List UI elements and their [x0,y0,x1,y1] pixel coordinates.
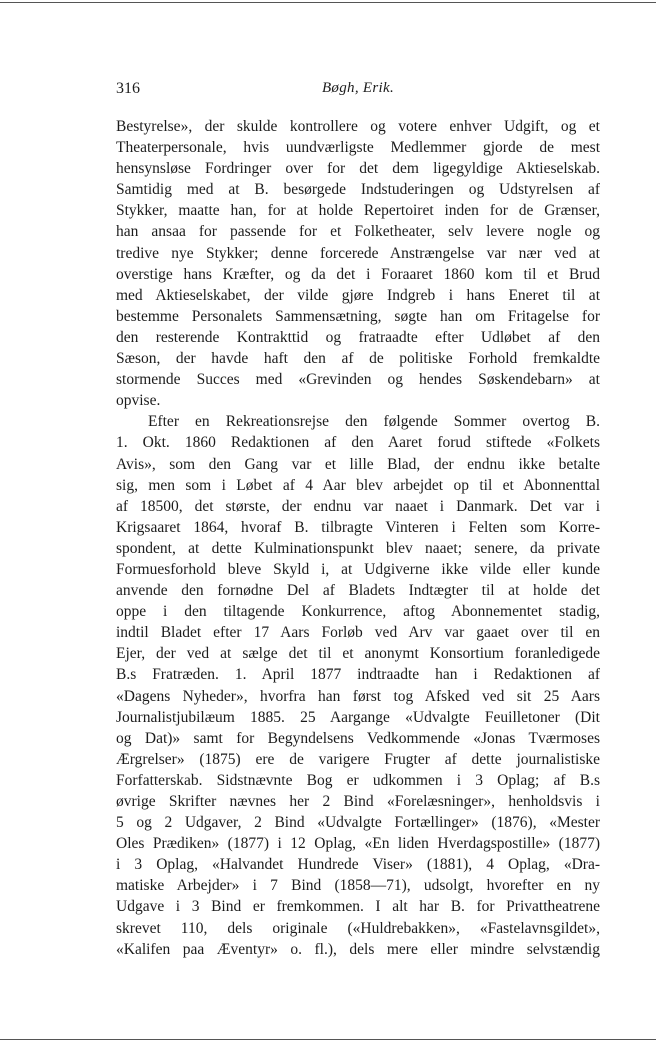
text-line: 1. Okt. 1860 Redaktionen af den Aaret forud stiftede «Folkets [116,434,600,452]
text-line: Ærgrelser» (1875) ere de varigere Frugter af dette journalistiske [116,750,600,768]
text-line: han ansaa for passende for et Folketheater, selv levere nogle og [116,223,600,241]
text-line: Samtidig med at B. besørgede Indstuderingen og Udstyrelsen af [116,181,600,199]
text-line: matiske Arbejder» i 7 Bind (1858—71), udsolgt, hvorefter en ny [116,877,600,895]
text-line: den resterende Kontrakttid og fratraadte efter Udløbet af den [116,328,600,346]
text-line: hensynsløse Fordringer over for det dem ligegyldige Aktieselskab. [116,160,600,178]
text-line: opvise. [116,392,161,410]
text-line: og Dat)» samt for Begyndelsens Vedkommende «Jonas Tværmoses [116,729,600,747]
text-line: Krigsaaret 1864, hvoraf B. tilbragte Vinteren i Felten som Korre- [116,518,600,536]
text-line: bestemme Personalets Sammensætning, søgte han om Fritagelse for [116,307,600,325]
page-number: 316 [116,80,140,97]
text-line: indtil Bladet efter 17 Aars Forløb ved Arv var gaaet over til en [116,624,600,642]
text-line: tredive nye Stykker; denne forcerede Anstrængelse var nær ved at [116,244,600,262]
text-line: Theaterpersonale, hvis uundværligste Medlemmer gjorde de mest [116,139,600,157]
text-line: anvende den fornødne Del af Bladets Indtægter til at holde det [116,582,600,600]
text-line: «Kalifen paa Æventyr» o. fl.), dels mere eller mindre selvstændig [116,940,600,958]
text-line: Efter en Rekreationsrejse den følgende Sommer overtog B. [148,413,600,431]
text-line: Formuesforhold bleve Skyld i, at Udgiverne ikke vilde eller kunde [116,560,600,578]
text-line: sig, men som i Løbet af 4 Aar blev arbejdet op til et Abonnenttal [116,476,600,494]
text-line: Sæson, der havde haft den af de politiske Forhold fremkaldte [116,350,600,368]
text-line: oppe i den tiltagende Konkurrence, aftog Abonnementet stadig, [116,603,600,621]
text-line: Stykker, maatte han, for at holde Repertoiret inden for de Grænser, [116,202,600,220]
text-line: i 3 Oplag, «Halvandet Hundrede Viser» (1881), 4 Oplag, «Dra- [116,856,600,874]
text-line: Avis», som den Gang var et lille Blad, der endnu ikke betalte [116,455,600,473]
text-line: Udgave i 3 Bind er fremkommen. I alt har B. for Privattheatrene [116,898,600,916]
text-line: «Dagens Nyheder», hvorfra han først tog Afsked ved sit 25 Aars [116,687,600,705]
text-line: af 18500, det største, der endnu var naaet i Danmark. Det var i [116,497,600,515]
text-line: øvrige Skrifter nævnes her 2 Bind «Forelæsninger», henholdsvis i [116,793,600,810]
text-line: spondent, at dette Kulminationspunkt blev naaet; senere, da private [116,539,600,557]
running-head: Bøgh, Erik. [321,80,395,96]
bottom-rule [0,1039,656,1040]
text-line: Journalistjubilæum 1885. 25 Aargange «Udvalgte Feuilletoner (Dit [116,708,600,726]
text-line: stormende Succes med «Grevinden og hendes Søskendebarn» at [116,371,600,389]
text-line: med Aktieselskabet, der vilde gjøre Indgreb i hans Eneret til at [116,286,600,304]
page-header [116,80,600,102]
text-line: B.s Fratræden. 1. April 1877 indtraadte han i Redaktionen af [116,666,600,684]
text-line: Ejer, der ved at sælge det til et anonymt Konsortium foranledigede [116,645,600,663]
text-line: Bestyrelse», der skulde kontrollere og votere enhver Udgift, og et [116,118,600,135]
text-line: 5 og 2 Udgaver, 2 Bind «Udvalgte Fortællinger» (1876), «Mester [116,814,600,832]
top-rule [0,2,656,3]
text-line: Oles Prædiken» (1877) i 12 Oplag, «En liden Hverdagspostille» (1877) [116,835,600,853]
text-line: Forfatterskab. Sidstnævnte Bog er udkommen i 3 Oplag; af B.s [116,771,600,789]
body-text [116,116,600,960]
text-line: overstige hans Kræfter, og da det i Foraaret 1860 kom til et Brud [116,265,600,283]
text-line: skrevet 110, dels originale («Huldrebakken», «Fastelavnsgildet», [116,919,600,937]
